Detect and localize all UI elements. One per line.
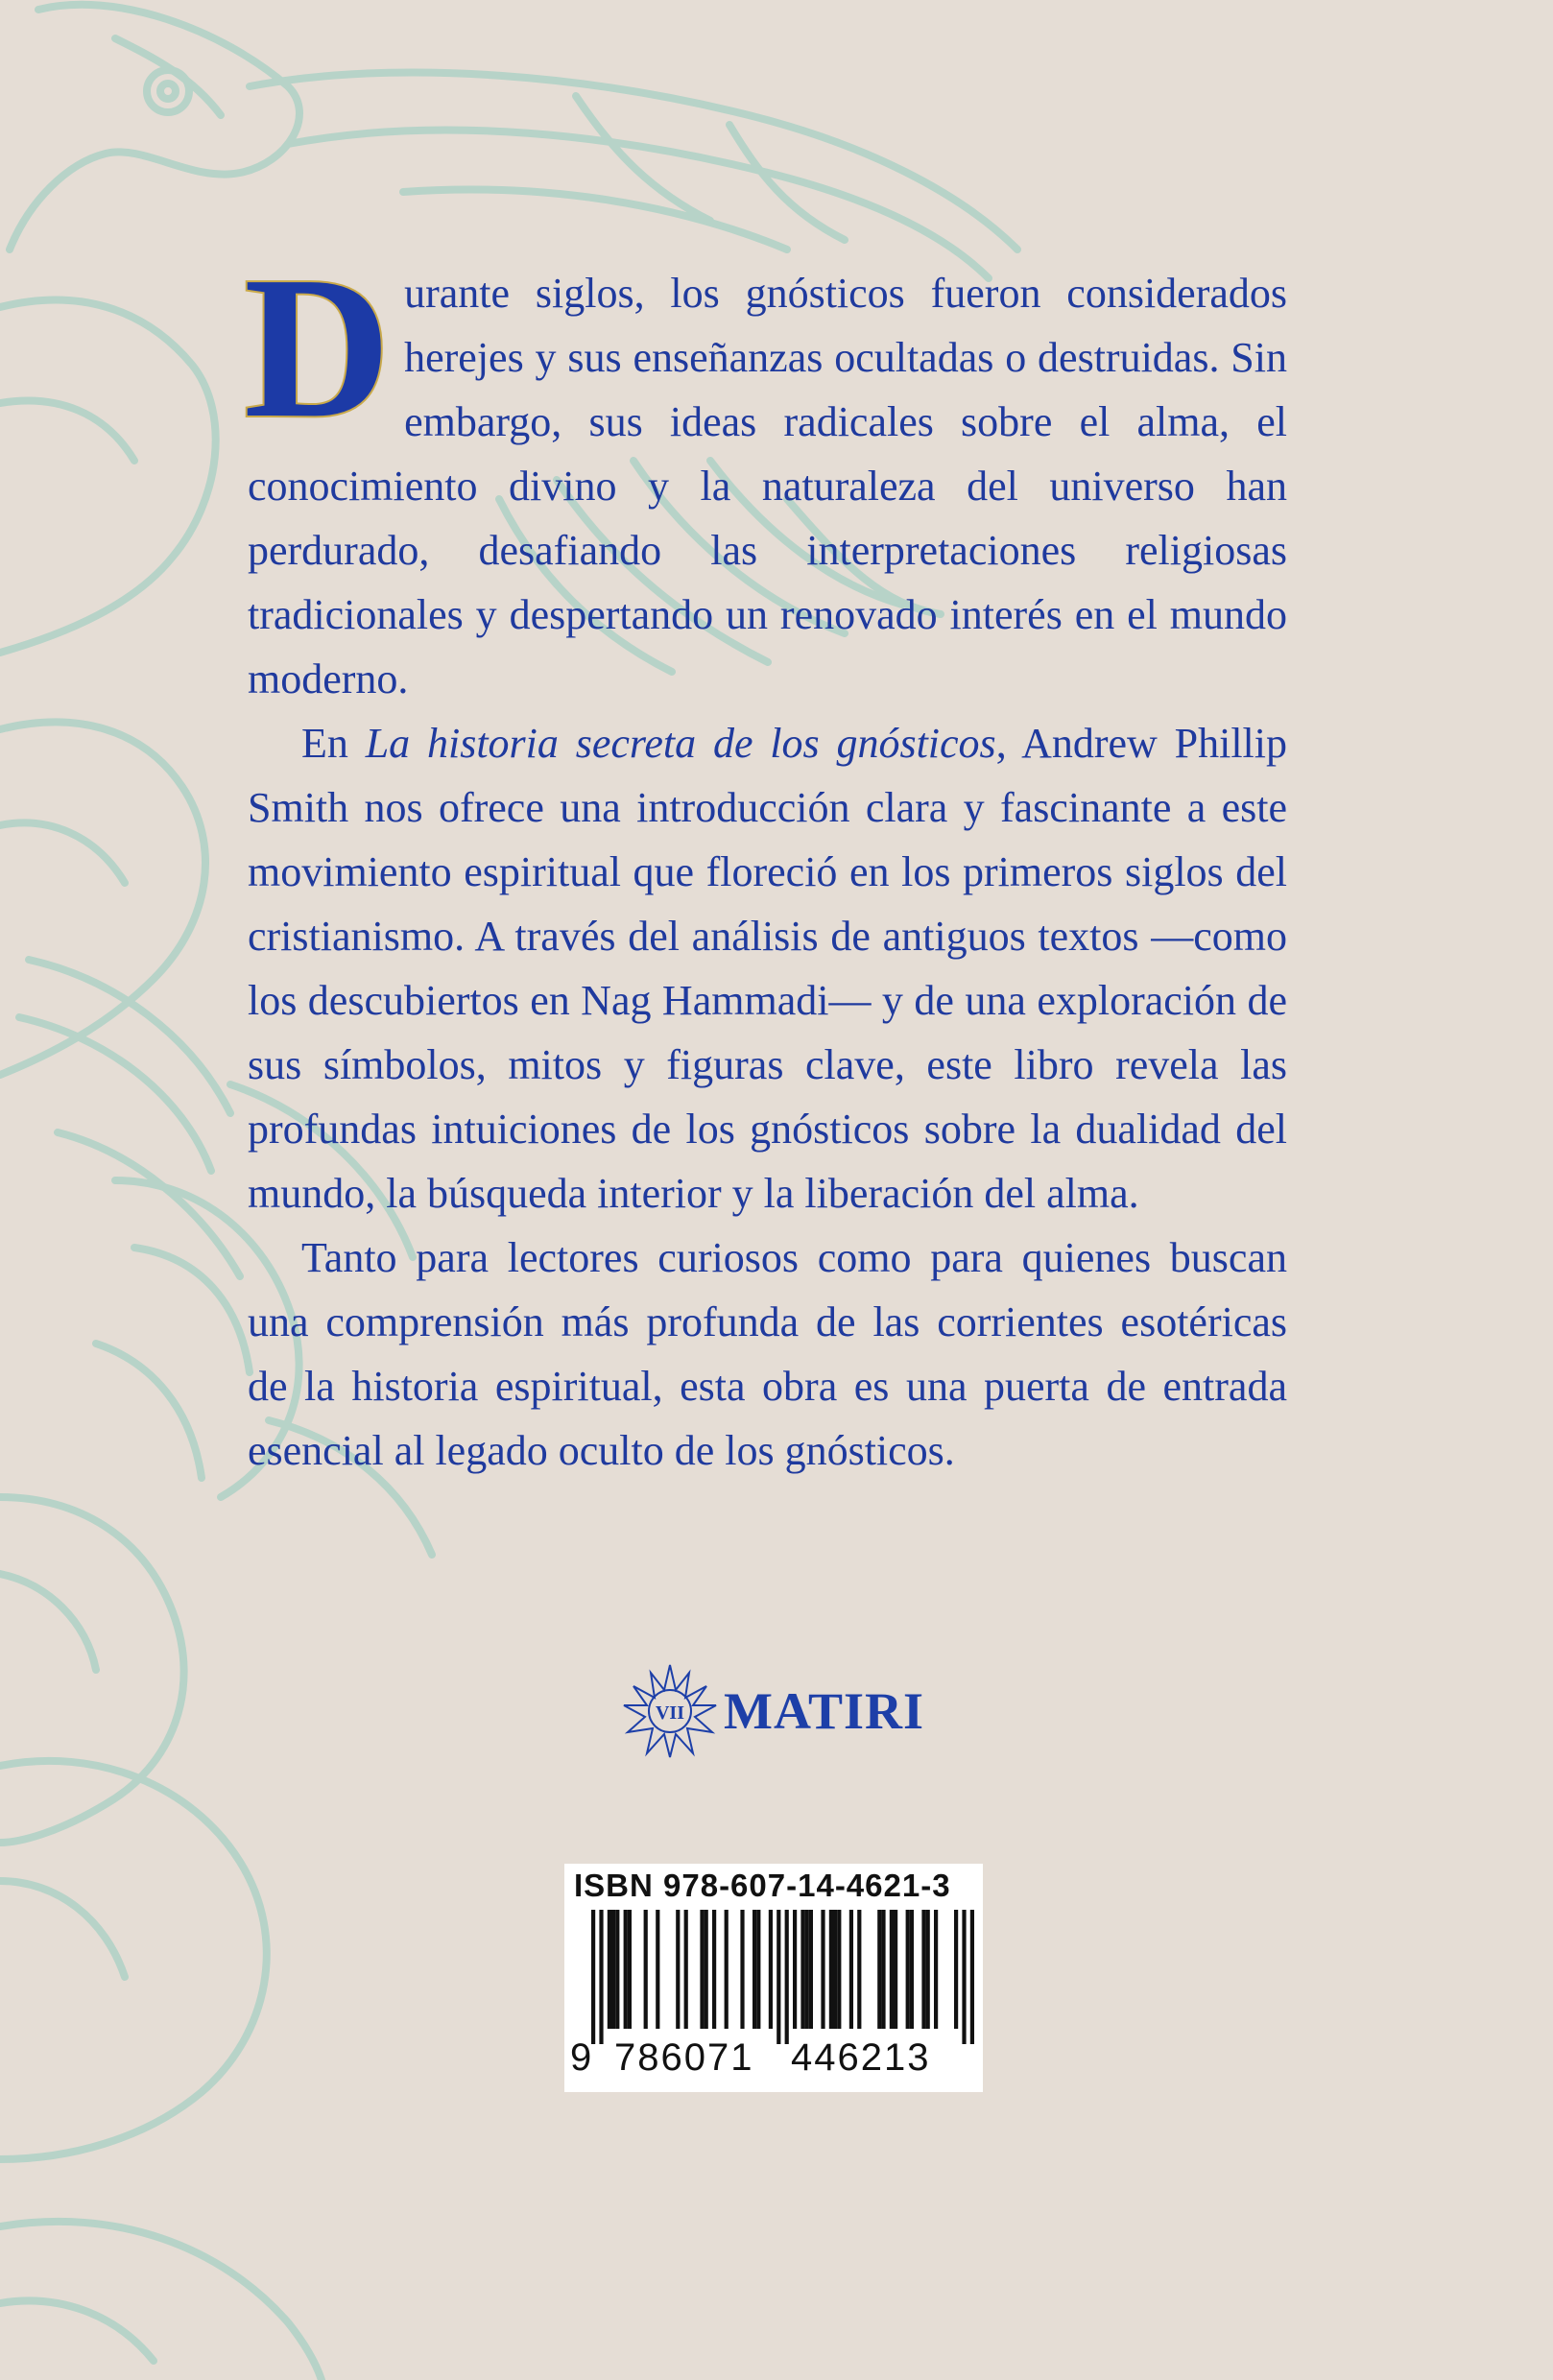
barcode-bar — [800, 1910, 804, 2029]
barcode-digits-right: 446213 — [791, 2036, 931, 2079]
barcode-bar — [906, 1910, 910, 2029]
blurb-paragraph-3 — [248, 1226, 1287, 1483]
barcode-bar — [833, 1910, 837, 2029]
drop-cap-letter: D — [244, 234, 392, 460]
barcode-bar — [785, 1910, 789, 2044]
barcode-bar — [769, 1910, 773, 2029]
barcode-bar — [921, 1910, 925, 2029]
blurb-paragraph-1-text: urante siglos, los gnósticos fueron considerados herejes y sus enseñanzas ocultadas o destruidas. Sin embargo, sus ideas radicales sobre el alma, el conocimiento divino y la naturaleza del universo han perdurado, desafiando las interpretaciones religiosas tradicionales y despertando un renovado interés en el mundo moderno. — [248, 270, 1287, 702]
barcode-bar — [890, 1910, 894, 2029]
barcode-bar — [753, 1910, 756, 2029]
barcode-bar — [676, 1910, 680, 2029]
book-title-italic: La historia secreta de los gnósticos — [365, 720, 996, 767]
barcode-bar — [628, 1910, 632, 2029]
barcode-bar — [954, 1910, 958, 2029]
barcode-bar — [910, 1910, 914, 2029]
barcode-bar — [615, 1910, 619, 2029]
barcode-bar — [849, 1910, 853, 2029]
sun-emblem-icon — [620, 1661, 720, 1761]
barcode-digits-left: 786071 — [614, 2036, 754, 2079]
barcode-bar — [837, 1910, 841, 2029]
barcode-bar — [857, 1910, 861, 2029]
barcode-bar — [881, 1910, 885, 2029]
publisher-logo-block — [620, 1658, 924, 1764]
blurb-paragraph-1 — [244, 234, 1287, 711]
barcode-bar — [705, 1910, 708, 2029]
barcode-bar — [894, 1910, 897, 2029]
barcode-bar — [599, 1910, 603, 2044]
barcode-bar — [821, 1910, 824, 2029]
barcode-digit-first: 9 — [570, 2036, 592, 2079]
isbn-label: ISBN 978-607-14-4621-3 — [574, 1868, 951, 1903]
blurb-paragraph-2-start: En — [301, 720, 366, 767]
barcode-bar — [756, 1910, 760, 2029]
barcode-bar — [740, 1910, 744, 2029]
blurb-paragraph-2-text: , Andrew Phillip Smith nos ofrece una introducción clara y fascinante a este movimiento espiritual que floreció en los primeros siglos del cristianismo. A través del análisis de antiguos textos —como los descubiertos en Nag Hammadi— y de una exploración de sus símbolos, mitos y figuras clave, este libro revela las profundas intuiciones de los gnósticos sobre la dualidad del mundo, la búsqueda interior y la liberación del alma. — [248, 720, 1287, 1217]
barcode-bar — [962, 1910, 966, 2044]
barcode-bar — [934, 1910, 938, 2029]
barcode-bar — [776, 1910, 780, 2044]
barcode-bar — [611, 1910, 615, 2029]
barcode-bar — [608, 1910, 611, 2029]
barcode-bar — [624, 1910, 628, 2029]
barcode-bar — [805, 1910, 809, 2029]
blurb-paragraph-3-text: Tanto para lectores curiosos como para quienes buscan una comprensión más profunda de las corrientes esotéricas de la historia espiritual, esta obra es una puerta de entrada esencial al legado oculto de los gnósticos. — [248, 1234, 1287, 1474]
isbn-barcode — [564, 1864, 983, 2092]
barcode-bar — [809, 1910, 813, 2029]
barcode-bar — [591, 1910, 595, 2044]
publisher-logo-text: VII — [655, 1702, 685, 1724]
barcode-bar — [712, 1910, 716, 2029]
barcode-bar — [877, 1910, 881, 2029]
barcode-digits — [564, 2036, 983, 2084]
barcode-bar — [725, 1910, 729, 2029]
barcode-bar — [656, 1910, 659, 2029]
barcode-bars — [564, 1910, 983, 2044]
publisher-name: MATIRI — [724, 1682, 925, 1740]
barcode-bar — [684, 1910, 688, 2029]
barcode-bar — [829, 1910, 833, 2029]
barcode-bar — [700, 1910, 704, 2029]
barcode-bar — [926, 1910, 930, 2029]
barcode-bar — [970, 1910, 974, 2044]
barcode-bar — [644, 1910, 648, 2029]
blurb-paragraph-2 — [248, 711, 1287, 1226]
back-cover-blurb — [244, 234, 1287, 1483]
barcode-bar — [793, 1910, 797, 2029]
